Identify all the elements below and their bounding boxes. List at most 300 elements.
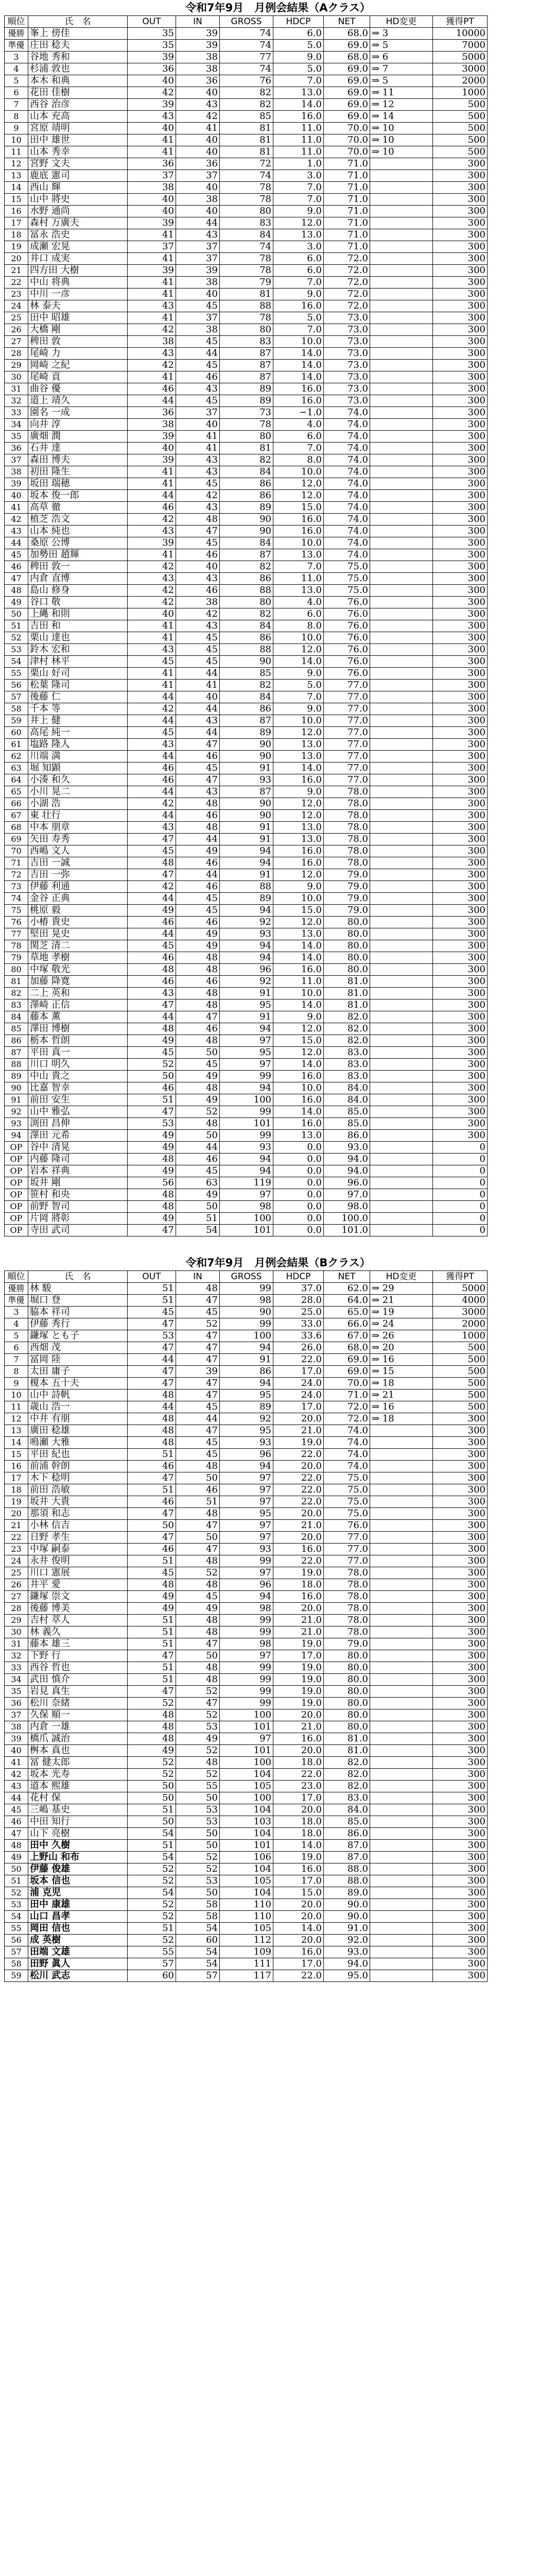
out-cell: 44 (128, 395, 176, 407)
net-cell: 80.0 (324, 1650, 370, 1662)
result-row (5, 383, 488, 395)
result-row (5, 573, 488, 585)
net-cell: 76.0 (324, 1520, 370, 1532)
name-cell: 桝本 真也 (28, 1745, 128, 1757)
result-row (5, 1520, 488, 1532)
hdcp-cell: 22.0 (273, 1769, 324, 1781)
gross-cell: 99 (220, 1130, 273, 1142)
name-cell: 松川 奈緒 (28, 1698, 128, 1709)
result-row (5, 1555, 488, 1567)
hdcp-cell: 20.0 (273, 1413, 324, 1425)
hdcp-cell: 24.0 (273, 1378, 324, 1389)
hdcp-cell: 16.0 (273, 774, 324, 786)
hdcp-cell: 21.0 (273, 1626, 324, 1638)
net-cell: 71.0 (324, 206, 370, 217)
rank-cell: 87 (5, 1047, 28, 1059)
name-cell: 前田 安生 (28, 1094, 128, 1106)
rank-cell: 31 (5, 383, 28, 395)
name-cell: 水野 通尚 (28, 206, 128, 217)
in-cell: 45 (176, 478, 220, 490)
name-cell: 谷中 清晃 (28, 1142, 128, 1154)
rank-cell: 38 (5, 466, 28, 478)
hd-change-cell (370, 1520, 433, 1532)
gross-cell: 82 (220, 454, 273, 466)
result-row (5, 1295, 488, 1307)
gross-cell: 76 (220, 75, 273, 87)
hd-change-cell (370, 229, 433, 241)
net-cell: 100.0 (324, 1213, 370, 1225)
out-cell: 36 (128, 407, 176, 419)
hdcp-cell: 13.0 (273, 739, 324, 751)
gross-cell: 89 (220, 383, 273, 395)
out-cell: 48 (128, 1189, 176, 1201)
net-cell: 77.0 (324, 715, 370, 727)
hd-change-cell (370, 1899, 433, 1911)
in-cell: 37 (176, 312, 220, 324)
out-cell: 45 (128, 940, 176, 952)
in-cell: 47 (176, 1544, 220, 1555)
hdcp-cell: 5.0 (273, 40, 324, 52)
name-cell: 後藤 仁 (28, 691, 128, 703)
hd-change-cell (370, 1496, 433, 1508)
points-cell: 300 (433, 206, 488, 217)
points-cell: 300 (433, 691, 488, 703)
gross-cell: 81 (220, 134, 273, 146)
points-cell: 500 (433, 123, 488, 134)
rank-cell: 42 (5, 1769, 28, 1781)
net-cell: 80.0 (324, 1721, 370, 1733)
hd-change-cell (370, 1082, 433, 1094)
result-row (5, 1828, 488, 1840)
hdcp-cell: 14.0 (273, 99, 324, 111)
hdcp-cell: 14.0 (273, 952, 324, 964)
points-cell: 300 (433, 1804, 488, 1816)
result-row (5, 727, 488, 739)
hdcp-cell: 0.0 (273, 1213, 324, 1225)
result-row (5, 905, 488, 917)
name-cell: 道本 熙雄 (28, 1781, 128, 1792)
gross-cell: 97 (220, 1567, 273, 1579)
hd-change-cell (370, 1142, 433, 1154)
net-cell: 77.0 (324, 691, 370, 703)
hdcp-cell: 13.0 (273, 87, 324, 99)
result-row (5, 1603, 488, 1615)
hd-change-cell (370, 324, 433, 336)
points-cell: 300 (433, 1047, 488, 1059)
hd-change-cell (370, 1757, 433, 1769)
gross-cell: 87 (220, 549, 273, 561)
gross-cell: 84 (220, 466, 273, 478)
hd-change-cell: ⇒ 7 (370, 63, 433, 75)
points-cell: 300 (433, 1899, 488, 1911)
points-cell: 300 (433, 1733, 488, 1745)
net-cell: 78.0 (324, 1615, 370, 1626)
out-cell: 51 (128, 1283, 176, 1295)
points-cell: 300 (433, 194, 488, 206)
gross-cell: 117 (220, 1970, 273, 1982)
net-cell: 74.0 (324, 502, 370, 514)
out-cell: 51 (128, 1615, 176, 1626)
net-cell: 71.0 (324, 1389, 370, 1401)
net-cell: 77.0 (324, 727, 370, 739)
gross-cell: 85 (220, 111, 273, 123)
rank-cell: 18 (5, 229, 28, 241)
net-cell: 73.0 (324, 312, 370, 324)
out-cell: 41 (128, 668, 176, 680)
points-cell: 300 (433, 940, 488, 952)
result-row (5, 360, 488, 371)
net-cell: 77.0 (324, 680, 370, 691)
gross-cell: 85 (220, 668, 273, 680)
points-cell: 300 (433, 1484, 488, 1496)
net-cell: 82.0 (324, 1769, 370, 1781)
out-cell: 48 (128, 857, 176, 869)
rank-cell: 69 (5, 834, 28, 845)
out-cell: 52 (128, 1698, 176, 1709)
hd-change-cell (370, 632, 433, 644)
hdcp-cell: 18.0 (273, 1757, 324, 1769)
in-cell: 48 (176, 964, 220, 976)
gross-cell: 110 (220, 1911, 273, 1923)
in-cell: 48 (176, 1283, 220, 1295)
name-cell: 比嘉 智幸 (28, 1082, 128, 1094)
out-cell: 49 (128, 1603, 176, 1615)
net-cell: 81.0 (324, 988, 370, 999)
class-b-results-table (4, 1270, 488, 1982)
points-cell: 300 (433, 1449, 488, 1461)
rank-cell: 32 (5, 1650, 28, 1662)
net-cell: 76.0 (324, 608, 370, 620)
hd-change-cell (370, 727, 433, 739)
hd-change-cell (370, 573, 433, 585)
rank-cell: 55 (5, 668, 28, 680)
rank-cell: 準優 (5, 40, 28, 52)
hdcp-cell: 5.0 (273, 680, 324, 691)
rank-cell: 5 (5, 1330, 28, 1342)
name-cell: 塩路 隆人 (28, 739, 128, 751)
rank-cell: 40 (5, 490, 28, 502)
rank-cell: 57 (5, 691, 28, 703)
net-cell: 77.0 (324, 1555, 370, 1567)
net-cell: 78.0 (324, 1567, 370, 1579)
points-cell: 300 (433, 1567, 488, 1579)
out-cell: 48 (128, 1425, 176, 1437)
hdcp-cell: 7.0 (273, 324, 324, 336)
result-row (5, 419, 488, 431)
hd-change-cell (370, 1615, 433, 1626)
net-cell: 86.0 (324, 1130, 370, 1142)
hd-change-cell: ⇒ 5 (370, 40, 433, 52)
result-row (5, 976, 488, 988)
result-row (5, 206, 488, 217)
result-row (5, 1366, 488, 1378)
out-cell: 46 (128, 1496, 176, 1508)
points-cell: 300 (433, 1532, 488, 1544)
result-row (5, 1698, 488, 1709)
out-cell: 41 (128, 146, 176, 158)
name-cell: 武田 慎介 (28, 1674, 128, 1686)
gross-cell: 101 (220, 1118, 273, 1130)
gross-cell: 86 (220, 703, 273, 715)
result-row (5, 1047, 488, 1059)
rank-cell: 72 (5, 869, 28, 881)
gross-cell: 78 (220, 265, 273, 277)
hdcp-cell: 19.0 (273, 1852, 324, 1863)
points-cell: 300 (433, 1071, 488, 1082)
gross-cell: 98 (220, 1638, 273, 1650)
rank-cell: 5 (5, 75, 28, 87)
hdcp-cell: 21.0 (273, 1615, 324, 1626)
result-row (5, 1201, 488, 1213)
result-row (5, 1461, 488, 1472)
name-cell: 廣田 稔雄 (28, 1425, 128, 1437)
hd-change-cell (370, 1698, 433, 1709)
name-cell: 小川 晃二 (28, 786, 128, 798)
result-row (5, 928, 488, 940)
rank-cell: 11 (5, 1401, 28, 1413)
net-cell: 73.0 (324, 324, 370, 336)
gross-cell: 109 (220, 1946, 273, 1958)
rank-cell: OP (5, 1225, 28, 1236)
hd-change-cell (370, 1213, 433, 1225)
hd-change-cell (370, 217, 433, 229)
points-cell: 300 (433, 300, 488, 312)
rank-cell: 71 (5, 857, 28, 869)
net-cell: 74.0 (324, 490, 370, 502)
hd-change-cell (370, 1544, 433, 1555)
points-cell: 300 (433, 1638, 488, 1650)
rank-cell: 15 (5, 1449, 28, 1461)
hd-change-cell (370, 857, 433, 869)
name-cell: 関芝 清二 (28, 940, 128, 952)
name-cell: 中塚 敬光 (28, 964, 128, 976)
name-cell: 山口 昌孝 (28, 1911, 128, 1923)
result-row (5, 1579, 488, 1591)
name-cell: 下野 行 (28, 1650, 128, 1662)
in-cell: 43 (176, 715, 220, 727)
gross-cell: 98 (220, 1295, 273, 1307)
gross-cell: 83 (220, 217, 273, 229)
net-cell: 66.0 (324, 1318, 370, 1330)
gross-cell: 97 (220, 1532, 273, 1544)
result-row (5, 1035, 488, 1047)
gross-cell: 94 (220, 1154, 273, 1165)
rank-cell: 12 (5, 1413, 28, 1425)
out-cell: 51 (128, 1638, 176, 1650)
out-cell: 54 (128, 1887, 176, 1899)
points-cell: 300 (433, 644, 488, 656)
header-hd-change: HD変更 (370, 16, 433, 28)
rank-cell: 8 (5, 1366, 28, 1378)
rank-cell: 7 (5, 99, 28, 111)
out-cell: 52 (128, 1863, 176, 1875)
gross-cell: 84 (220, 229, 273, 241)
hd-change-cell (370, 1189, 433, 1201)
rank-cell: 76 (5, 917, 28, 928)
name-cell: 曲谷 優 (28, 383, 128, 395)
in-cell: 45 (176, 1449, 220, 1461)
hd-change-cell (370, 810, 433, 822)
rank-cell: 8 (5, 111, 28, 123)
points-cell: 300 (433, 1840, 488, 1852)
gross-cell: 94 (220, 1378, 273, 1389)
in-cell: 49 (176, 845, 220, 857)
points-cell: 300 (433, 1059, 488, 1071)
points-cell: 300 (433, 1118, 488, 1130)
result-row (5, 1544, 488, 1555)
result-row (5, 1342, 488, 1354)
points-cell: 300 (433, 537, 488, 549)
rank-cell: 26 (5, 324, 28, 336)
in-cell: 48 (176, 1662, 220, 1674)
out-cell: 51 (128, 1662, 176, 1674)
hdcp-cell: 17.0 (273, 1875, 324, 1887)
net-cell: 77.0 (324, 739, 370, 751)
result-row (5, 431, 488, 443)
out-cell: 37 (128, 241, 176, 253)
name-cell: 後藤 博美 (28, 1603, 128, 1615)
out-cell: 42 (128, 87, 176, 99)
name-cell: 冨 健太郎 (28, 1757, 128, 1769)
out-cell: 51 (128, 1094, 176, 1106)
points-cell: 300 (433, 1970, 488, 1982)
net-cell: 85.0 (324, 1118, 370, 1130)
gross-cell: 97 (220, 1189, 273, 1201)
in-cell: 57 (176, 1970, 220, 1982)
hdcp-cell: 6.0 (273, 608, 324, 620)
out-cell: 44 (128, 490, 176, 502)
gross-cell: 80 (220, 324, 273, 336)
result-row (5, 1958, 488, 1970)
points-cell: 300 (433, 952, 488, 964)
in-cell: 43 (176, 99, 220, 111)
gross-cell: 74 (220, 63, 273, 75)
points-cell: 300 (433, 976, 488, 988)
out-cell: 43 (128, 111, 176, 123)
rank-cell: 37 (5, 1709, 28, 1721)
net-cell: 74.0 (324, 1449, 370, 1461)
hd-change-cell (370, 1626, 433, 1638)
net-cell: 72.0 (324, 277, 370, 289)
in-cell: 45 (176, 644, 220, 656)
hd-change-cell (370, 1094, 433, 1106)
in-cell: 46 (176, 585, 220, 597)
name-cell: 岩本 祥典 (28, 1165, 128, 1177)
rank-cell: 59 (5, 1970, 28, 1982)
hd-change-cell (370, 585, 433, 597)
name-cell: 片岡 將彰 (28, 1213, 128, 1225)
in-cell: 45 (176, 395, 220, 407)
out-cell: 49 (128, 1035, 176, 1047)
rank-cell: 78 (5, 940, 28, 952)
gross-cell: 81 (220, 289, 273, 300)
out-cell: 41 (128, 478, 176, 490)
name-cell: 津村 林平 (28, 656, 128, 668)
name-cell: 浦 克児 (28, 1887, 128, 1899)
hdcp-cell: 21.0 (273, 1520, 324, 1532)
hdcp-cell: 7.0 (273, 182, 324, 194)
rank-cell: 36 (5, 443, 28, 454)
hd-change-cell (370, 1472, 433, 1484)
rank-cell: 40 (5, 1745, 28, 1757)
points-cell: 300 (433, 1958, 488, 1970)
gross-cell: 81 (220, 443, 273, 454)
net-cell: 75.0 (324, 573, 370, 585)
rank-cell: 35 (5, 1686, 28, 1698)
in-cell: 40 (176, 146, 220, 158)
out-cell: 45 (128, 845, 176, 857)
points-cell: 500 (433, 1342, 488, 1354)
rank-cell: 33 (5, 1662, 28, 1674)
out-cell: 52 (128, 1757, 176, 1769)
name-cell: 小椿 貴史 (28, 917, 128, 928)
gross-cell: 110 (220, 1899, 273, 1911)
result-row (5, 1757, 488, 1769)
result-row (5, 134, 488, 146)
hdcp-cell: 16.0 (273, 383, 324, 395)
name-cell: 中塚 嗣泰 (28, 1544, 128, 1555)
gross-cell: 91 (220, 1354, 273, 1366)
out-cell: 46 (128, 917, 176, 928)
result-row (5, 857, 488, 869)
rank-cell: 31 (5, 1638, 28, 1650)
hd-change-cell (370, 1023, 433, 1035)
name-cell: 山本 純也 (28, 526, 128, 537)
in-cell: 49 (176, 940, 220, 952)
result-row (5, 1674, 488, 1686)
header-gross: GROSS (220, 1271, 273, 1283)
points-cell: 300 (433, 395, 488, 407)
hdcp-cell: 16.0 (273, 857, 324, 869)
gross-cell: 81 (220, 146, 273, 158)
rank-cell: 66 (5, 798, 28, 810)
hdcp-cell: 0.0 (273, 1142, 324, 1154)
out-cell: 48 (128, 1437, 176, 1449)
name-cell: 金谷 正典 (28, 893, 128, 905)
gross-cell: 73 (220, 407, 273, 419)
rank-cell: 46 (5, 1816, 28, 1828)
result-row (5, 845, 488, 857)
points-cell: 0 (433, 1201, 488, 1213)
name-cell: 廣畑 潤 (28, 431, 128, 443)
name-cell: 栗山 好司 (28, 668, 128, 680)
points-cell: 300 (433, 289, 488, 300)
name-cell: 日野 孝生 (28, 1532, 128, 1544)
points-cell: 300 (433, 466, 488, 478)
out-cell: 47 (128, 1318, 176, 1330)
gross-cell: 90 (220, 656, 273, 668)
result-row (5, 1307, 488, 1318)
result-row (5, 774, 488, 786)
in-cell: 50 (176, 1887, 220, 1899)
hd-change-cell (370, 1555, 433, 1567)
rank-cell: 42 (5, 514, 28, 526)
hd-change-cell (370, 1958, 433, 1970)
gross-cell: 87 (220, 786, 273, 798)
name-cell: 成 英樹 (28, 1935, 128, 1946)
hdcp-cell: 17.0 (273, 1650, 324, 1662)
out-cell: 50 (128, 1816, 176, 1828)
gross-cell: 99 (220, 1106, 273, 1118)
hd-change-cell (370, 1484, 433, 1496)
net-cell: 77.0 (324, 751, 370, 762)
rank-cell: 17 (5, 1472, 28, 1484)
points-cell: 0 (433, 1177, 488, 1189)
in-cell: 38 (176, 597, 220, 608)
hdcp-cell: 13.0 (273, 822, 324, 834)
out-cell: 35 (128, 28, 176, 40)
in-cell: 46 (176, 371, 220, 383)
